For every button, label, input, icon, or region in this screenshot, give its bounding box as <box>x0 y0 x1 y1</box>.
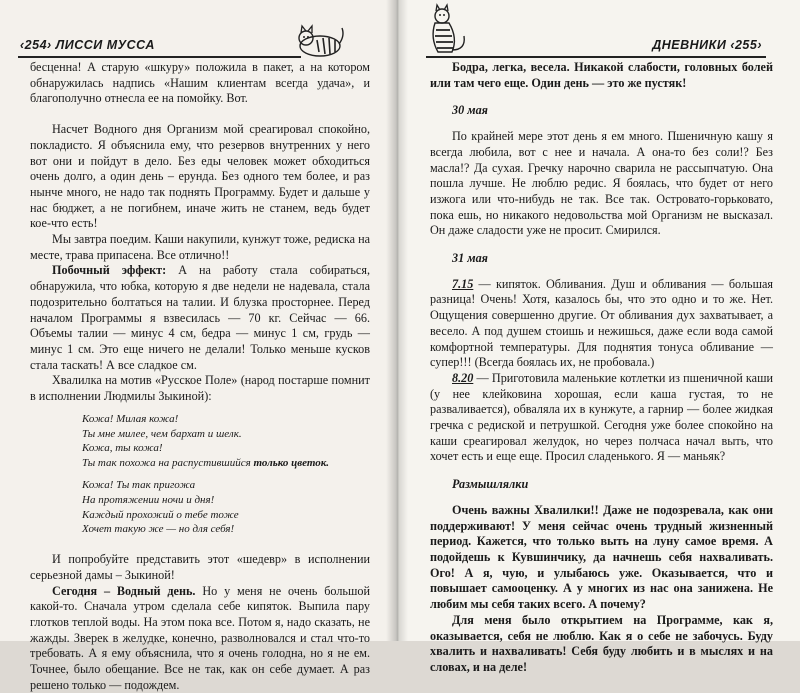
paragraph: 8.20 — Приготовила маленькие котлетки из пшеничной каши (у нее клейковина хорошая, если каша густая, то не разваливается), обваляла их в кунжуте, а гарнир — более жидкая гречка с редиской и петрушкой. Сегодня уже более спокойно на каши среагировал желудок, но через полчаса начал выть, что хочет есть и еще еще. Просил сладенького. Я — маньяк? <box>430 370 773 464</box>
date-heading: 31 мая <box>452 251 488 266</box>
section-heading: Размышлялки <box>452 477 529 492</box>
poem-stanza-2: Кожа! Ты так пригожа На протяжении ночи и дня! Каждый прохожий о тебе тоже Хочет такую же — но для себя! <box>82 478 239 536</box>
right-page-body <box>430 60 773 676</box>
poem-stanza-1: Кожа! Милая кожа! Ты мне милее, чем бархат и шелк. Кожа, ты кожа! Ты так похожа на распустившийся только цветок. <box>82 412 330 470</box>
left-page-body <box>30 60 370 693</box>
water-day-label: Сегодня – Водный день. <box>52 583 196 598</box>
paragraph: 7.15 — кипяток. Обливания. Душ и обливания — большая разница! Очень! Хотя, казалось бы, что это одно и то же. Нет. Ощущения совершенно другие. От обливания дух захватывает, а весело. А под душем стоишь и нежишься, даже если вода самой комфортной температуры. Для поднятия тонуса обливание — супер!!! (Всегда боялась их, не пробовала.) <box>430 276 773 370</box>
right-page <box>396 0 800 674</box>
right-page-header: ДНЕВНИКИ ‹255› <box>652 38 762 52</box>
left-page <box>0 0 396 692</box>
paragraph: Хвалилка на мотив «Русское Поле» (народ постарше помнит в исполнении Людмилы Зыкиной): <box>30 373 370 404</box>
date-heading: 30 мая <box>452 103 488 118</box>
cat-icon <box>295 16 345 58</box>
paragraph: Сегодня – Водный день. Но у меня не очень большой какой-то. Сначала утром сделала себе кипяток. Выпила пару глотков теплой воды. На этом пока все. Потом я, надо сказать, не жажды. Зверек в желудке, конечно, разволновался и стал что-то требовать. А я ему объяснила, что я очень голодна, но я не ем. Точнее, было обещание. Все не так, как он себе думает. А раз решено только — подождем. <box>30 583 370 692</box>
time-label: 7.15 <box>452 276 474 291</box>
paragraph: Побочный эффект: А на работу стала собираться, обнаружила, что юбка, которую я две недели не надевала, стала подозрительно болтаться на талии. И блузка просторнее. Перед началом Программы я взвесилась — 70 кг. Сейчас — 66. Объемы талии — минус 4 см, бедра — минус 1 см, грудь — минус 1 см. Это еще ничего не делали! Только меньше кусков стала таскать! А все сладкое см. <box>30 263 370 372</box>
paragraph: По крайней мере этот день я ем много. Пшеничную кашу я всегда любила, вот с нее и начала. А она-то без соли!? Без масла!? Да сухая. Гречку нарочно сварила не рассыпчатую. Она пошла лучше. Не люблю редис. Я боялась, что будет от него изжога или что-нибудь не так. Все так. Островато-горьковато, пока ешь, но никакого недовольства мой Организм не высказал. Он даже сладости уже не просит. Смирился. <box>430 129 773 238</box>
time-label: 8.20 <box>452 370 474 385</box>
header-rule <box>426 56 766 58</box>
side-effect-label: Побочный эффект: <box>52 263 167 278</box>
paragraph: Насчет Водного дня Организм мой среагировал спокойно, покладисто. Я объяснила ему, что резервов внутренних у него вот они и пойдут в дело. Без еды человек может обходиться очень долго, а один день – ерунда. Без одного тем более, и раз нынче много, не надо так поднять Программу. Будет и дальше у нас бюджет, а не погибнем, иначе жить не станем, ведь будет кое-что есть! <box>30 122 370 231</box>
left-page-header: ‹254› ЛИССИ МУССА <box>20 38 155 52</box>
header-rule <box>18 56 301 58</box>
paragraph: бесценна! А старую «шкуру» положила в пакет, а на котором обнаружилась надпись «Нашим клиентам всегда удача», и благополучно отнесла ее на помойку. Вот. <box>30 60 370 106</box>
paragraph: Мы завтра поедим. Каши накупили, кунжут тоже, редиска на месте, трава припасена. Все отлично!! <box>30 232 370 262</box>
cat-icon <box>426 6 470 56</box>
paragraph: И попробуйте представить этот «шедевр» в исполнении серьезной дамы – Зыкиной! <box>30 552 370 582</box>
paragraph: Бодра, легка, весела. Никакой слабости, головных болей или там чего еще. Один день — это же пустяк! <box>430 60 773 90</box>
paragraph: Для меня было открытием на Программе, как я, оказывается, себя не люблю. Как я о себе не забочусь. Буду хвалить и нахваливать! Себя буду любить и в мыслях и на словах, и на деле! <box>430 612 773 674</box>
book-gutter <box>386 0 408 641</box>
paragraph: Очень важны Хвалилки!! Даже не подозревала, как они поддерживают! У меня сейчас очень трудный жизненный период. Кажется, что только выть на луну самое время. А подойдешь к Кувшинчику, да начнешь себя нахваливать. Ого! А я, чую, и улыбаюсь уже. Оказывается, что и повышает самооценку. А у многих из нас она занижена. Не любим мы себя таких всего. А почему? <box>430 502 773 612</box>
